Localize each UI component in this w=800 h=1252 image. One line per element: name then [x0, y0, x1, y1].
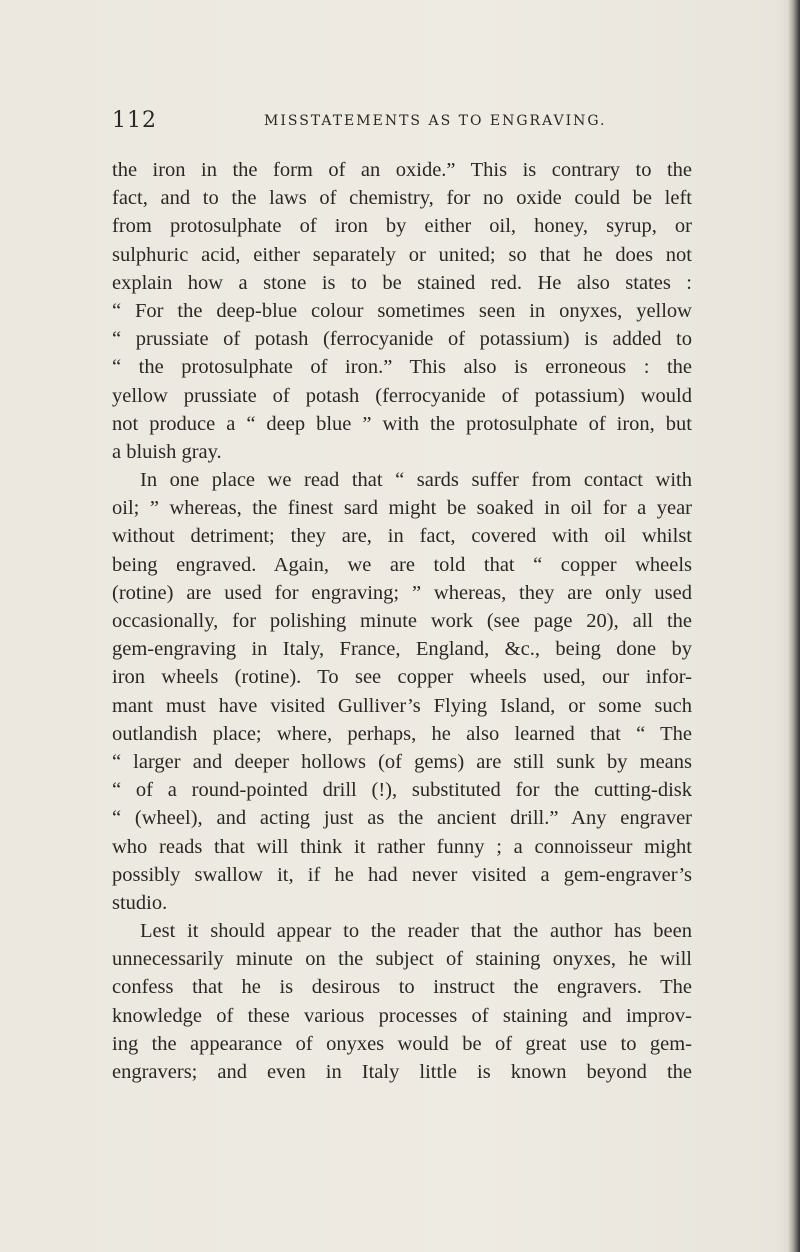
page-number: 112 — [112, 108, 157, 133]
text-line: “ For the deep-blue colour sometimes seen in onyxes, yellow — [112, 299, 692, 322]
text-line: Lest it should appear to the reader that the author has been — [140, 920, 692, 943]
body-text — [112, 156, 692, 1086]
page-header — [112, 108, 712, 138]
text-line: engravers; and even in Italy little is known beyond the — [112, 1061, 692, 1083]
text-line: oil; ” whereas, the finest sard might be soaked in oil for a year — [112, 497, 692, 520]
text-line: “ larger and deeper hollows (of gems) are still sunk by means — [112, 750, 692, 773]
text-line: a bluish gray. — [112, 440, 222, 463]
text-line: “ the protosulphate of iron.” This also is erroneous : the — [112, 356, 692, 379]
text-line: unnecessarily minute on the subject of staining onyxes, he will — [112, 948, 692, 971]
text-line: mant must have visited Gulliver’s Flying Island, or some such — [112, 694, 692, 717]
text-line: gem-engraving in Italy, France, England, &c., being done by — [112, 638, 692, 661]
text-line: who reads that will think it rather funny ; a connoisseur might — [112, 835, 692, 858]
text-line: without detriment; they are, in fact, covered with oil whilst — [112, 525, 692, 548]
text-line: “ of a round-pointed drill (!), substituted for the cutting-disk — [112, 779, 692, 802]
text-line: “ (wheel), and acting just as the ancient drill.” Any engraver — [112, 807, 692, 830]
text-line: occasionally, for polishing minute work (see page 20), all the — [112, 610, 692, 632]
text-line: “ prussiate of potash (ferrocyanide of potassium) is added to — [112, 328, 692, 351]
text-line: ing the appearance of onyxes would be of great use to gem- — [112, 1032, 692, 1055]
text-line: from protosulphate of iron by either oil, honey, syrup, or — [112, 215, 692, 238]
text-line: explain how a stone is to be stained red. He also states : — [112, 271, 692, 294]
text-line: not produce a “ deep blue ” with the protosulphate of iron, but — [112, 412, 692, 435]
text-line: the iron in the form of an oxide.” This is contrary to the — [112, 159, 692, 181]
text-line: (rotine) are used for engraving; ” whereas, they are only used — [112, 581, 692, 604]
text-line: outlandish place; where, perhaps, he also learned that “ The — [112, 722, 692, 745]
text-line: being engraved. Again, we are told that “ copper wheels — [112, 553, 692, 576]
page-edge-shadow — [788, 0, 800, 1252]
text-line: iron wheels (rotine). To see copper wheels used, our infor- — [112, 666, 692, 689]
text-line: yellow prussiate of potash (ferrocyanide of potassium) would — [112, 384, 692, 407]
running-head: MISSTATEMENTS AS TO ENGRAVING. — [264, 113, 607, 129]
text-line: studio. — [112, 891, 168, 914]
text-line: fact, and to the laws of chemistry, for no oxide could be left — [112, 187, 692, 210]
text-line: sulphuric acid, either separately or united; so that he does not — [112, 243, 692, 266]
text-line: knowledge of these various processes of staining and improv- — [112, 1004, 692, 1027]
text-line: possibly swallow it, if he had never visited a gem-engraver’s — [112, 863, 692, 886]
text-line: In one place we read that “ sards suffer from contact with — [140, 469, 692, 492]
text-line: confess that he is desirous to instruct the engravers. The — [112, 976, 692, 999]
